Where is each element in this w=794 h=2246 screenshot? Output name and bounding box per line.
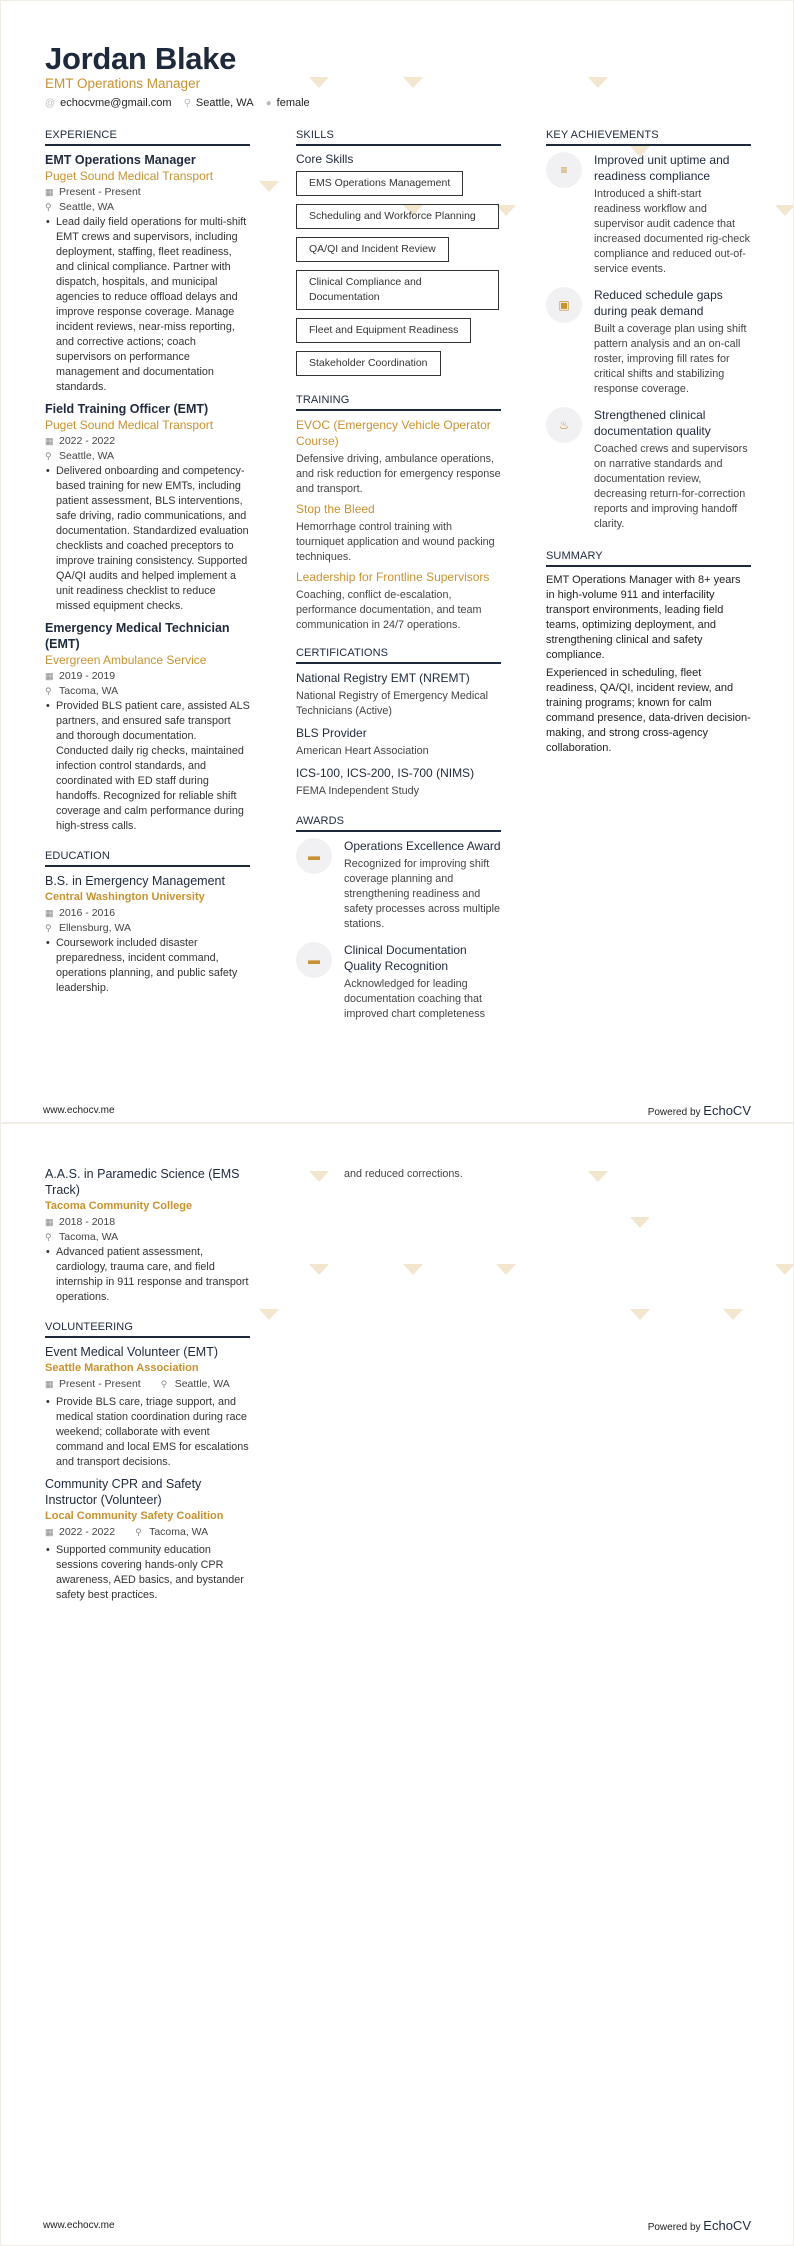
calendar-icon: ▦ bbox=[45, 187, 54, 197]
candidate-title: EMT Operations Manager bbox=[45, 76, 201, 91]
decor-triangle bbox=[775, 1264, 794, 1275]
section-volunteering: VOLUNTEERING bbox=[45, 1321, 250, 1338]
job-location: Seattle, WA bbox=[59, 450, 115, 462]
training-desc: Coaching, conflict de-escalation, performance documentation, and team communication in 24/7 operations. bbox=[296, 589, 482, 631]
section-skills: SKILLS bbox=[296, 129, 501, 146]
cert-name: National Registry EMT (NREMT) bbox=[296, 671, 470, 685]
decor-triangle bbox=[309, 1264, 329, 1275]
award-desc: Recognized for improving shift coverage planning and strengthening readiness and safety processes across multiple stations. bbox=[344, 858, 501, 930]
footer-powered-by[interactable] bbox=[648, 2218, 751, 2233]
location-icon: ⚲ bbox=[45, 202, 52, 212]
section-awards: AWARDS bbox=[296, 815, 501, 832]
school: Tacoma Community College bbox=[45, 1200, 193, 1212]
location-icon: ⚲ bbox=[160, 1379, 168, 1389]
location-icon: ⚲ bbox=[45, 1232, 52, 1242]
section-education: EDUCATION bbox=[45, 850, 250, 867]
cert-name: BLS Provider bbox=[296, 726, 367, 740]
job-location: Tacoma, WA bbox=[59, 685, 119, 697]
volunteer-bullet: • Provide BLS care, triage support, and medical station coordination during race weekend; collaborate with event command and local EMS for escalations and transport decisions. bbox=[45, 1395, 250, 1470]
cert-name: ICS-100, ICS-200, IS-700 (NIMS) bbox=[296, 766, 475, 780]
volunteer-entry bbox=[45, 1476, 250, 1603]
skill-chip: Clinical Compliance and Documentation bbox=[296, 270, 499, 310]
achievement-item bbox=[546, 152, 751, 281]
achievement-title: Reduced schedule gaps during peak demand bbox=[594, 288, 723, 318]
volunteer-location: Tacoma, WA bbox=[149, 1526, 209, 1538]
skill-chip: EMS Operations Management bbox=[296, 171, 463, 196]
right-column bbox=[546, 129, 751, 759]
volunteer-role: Community CPR and Safety Instructor (Volunteer) bbox=[45, 1477, 202, 1507]
section-summary: SUMMARY bbox=[546, 550, 751, 567]
left-column bbox=[45, 129, 250, 1002]
edu-bullet: • Advanced patient assessment, cardiology, trauma care, and field internship in 911 response and transport operations. bbox=[45, 1245, 250, 1305]
skill-chips bbox=[296, 171, 501, 384]
experience-entry bbox=[45, 401, 250, 614]
job-dates: 2019 - 2019 bbox=[59, 670, 116, 682]
decor-triangle bbox=[630, 1217, 650, 1228]
training-desc: Defensive driving, ambulance operations, and risk reduction for emergency response and transport. bbox=[296, 453, 501, 495]
decor-triangle bbox=[723, 1309, 743, 1320]
decor-triangle bbox=[309, 77, 329, 88]
decor-triangle bbox=[496, 1264, 516, 1275]
volunteer-org: Local Community Safety Coalition bbox=[45, 1510, 224, 1522]
location-icon: ⚲ bbox=[45, 923, 52, 933]
bell-icon: ♨ bbox=[546, 407, 582, 443]
calendar-icon: ▦ bbox=[45, 1527, 54, 1537]
contact-row bbox=[45, 97, 310, 109]
volunteer-role: Event Medical Volunteer (EMT) bbox=[45, 1345, 218, 1359]
location-icon: ⚲ bbox=[183, 98, 191, 109]
middle-column bbox=[296, 129, 501, 1026]
calendar-icon: ▦ bbox=[45, 1379, 54, 1389]
training-name: Leadership for Frontline Supervisors bbox=[296, 570, 490, 584]
award-desc-continued: and reduced corrections. bbox=[344, 1168, 463, 1180]
job-location: Seattle, WA bbox=[59, 201, 115, 213]
summary-paragraph: EMT Operations Manager with 8+ years in high-volume 911 and interfacility transport environments, leading field teams, optimizing deployment, and strengthening clinical and safety compliance. bbox=[546, 574, 741, 661]
volunteer-location: Seattle, WA bbox=[174, 1378, 230, 1390]
achievement-desc: Built a coverage plan using shift pattern analysis and an on-call roster, improving fill rates for critical shifts and stabilizing response coverage. bbox=[594, 323, 747, 395]
list-icon: ≡ bbox=[546, 152, 582, 188]
training-name: Stop the Bleed bbox=[296, 502, 375, 516]
powered-label: Powered by bbox=[647, 1107, 701, 1118]
award-item bbox=[296, 942, 501, 1026]
award-desc: Acknowledged for leading documentation coaching that improved chart completeness bbox=[344, 978, 486, 1020]
degree: B.S. in Emergency Management bbox=[45, 874, 225, 888]
powered-label: Powered by bbox=[647, 2222, 701, 2233]
job-bullet: • Provided BLS patient care, assisted ALS partners, and ensured safe transport and thorough documentation. Conducted daily rig checks, maintained infection control standards, and coordinated with ED staff during handoffs. Recognized for reliable shift coverage and calm performance during high-stress calls. bbox=[45, 699, 250, 834]
location: Seattle, WA bbox=[195, 97, 254, 109]
achievement-title: Improved unit uptime and readiness compliance bbox=[594, 153, 730, 183]
job-dates: Present - Present bbox=[59, 186, 141, 198]
edu-bullet: • Coursework included disaster preparedness, incident command, operations planning, and public safety leadership. bbox=[45, 936, 250, 996]
achievement-item bbox=[546, 287, 751, 401]
decor-triangle bbox=[775, 205, 794, 216]
cert-issuer: National Registry of Emergency Medical Technicians (Active) bbox=[296, 690, 489, 717]
decor-triangle bbox=[588, 1171, 608, 1182]
calendar-icon: ▦ bbox=[45, 436, 54, 446]
award-title: Clinical Documentation Quality Recognition bbox=[344, 943, 467, 973]
school: Central Washington University bbox=[45, 891, 205, 903]
email-icon: @ bbox=[45, 98, 56, 109]
calendar-icon: ▦ bbox=[45, 671, 54, 681]
volunteer-bullet: • Supported community education sessions covering hands-only CPR awareness, AED basics, and bystander safety best practices. bbox=[45, 1543, 250, 1603]
volunteer-org: Seattle Marathon Association bbox=[45, 1362, 199, 1374]
education-entry bbox=[45, 1166, 250, 1305]
skill-chip: Stakeholder Coordination bbox=[296, 351, 441, 376]
skill-chip: Fleet and Equipment Readiness bbox=[296, 318, 471, 343]
training-name: EVOC (Emergency Vehicle Operator Course) bbox=[296, 418, 491, 448]
skill-group: Core Skills bbox=[296, 152, 354, 166]
decor-triangle bbox=[588, 77, 608, 88]
volunteer-dates: 2022 - 2022 bbox=[59, 1526, 116, 1538]
decor-triangle bbox=[259, 181, 279, 192]
section-certifications: CERTIFICATIONS bbox=[296, 647, 501, 664]
experience-entry bbox=[45, 620, 250, 834]
skill-chip: Scheduling and Workforce Planning bbox=[296, 204, 499, 229]
location-icon: ⚲ bbox=[45, 451, 52, 461]
edu-location: Tacoma, WA bbox=[59, 1231, 119, 1243]
volunteer-entry bbox=[45, 1344, 250, 1470]
left-column-continued bbox=[45, 1166, 250, 1609]
decor-triangle bbox=[403, 77, 423, 88]
footer-site-link[interactable]: www.echocv.me bbox=[43, 2220, 115, 2231]
training-desc: Hemorrhage control training with tourniquet application and wound packing techniques. bbox=[296, 521, 495, 563]
bookmark-icon: ▣ bbox=[546, 287, 582, 323]
candidate-name: Jordan Blake bbox=[45, 41, 237, 76]
achievement-item bbox=[546, 407, 751, 536]
archive-icon: ▬ bbox=[296, 942, 332, 978]
job-role: EMT Operations Manager bbox=[45, 153, 196, 167]
job-role: Emergency Medical Technician (EMT) bbox=[45, 621, 230, 651]
section-experience: EXPERIENCE bbox=[45, 129, 250, 146]
achievement-desc: Introduced a shift-start readiness workflow and supervisor audit cadence that increased documented rig-check compliance and reduced out-of-service events. bbox=[594, 188, 751, 275]
award-item bbox=[296, 838, 501, 936]
achievement-title: Strengthened clinical documentation quality bbox=[594, 408, 711, 438]
cert-issuer: FEMA Independent Study bbox=[296, 785, 420, 797]
footer-site-link[interactable]: www.echocv.me bbox=[43, 1105, 115, 1116]
job-dates: 2022 - 2022 bbox=[59, 435, 116, 447]
job-bullet: • Lead daily field operations for multi-shift EMT crews and supervisors, including deployment, staffing, fleet readiness, and clinical compliance. Partner with dispatch, hospitals, and municipal agencies to reduce offload delays and improve response coverage. Manage incident reviews, near-miss reporting, and corrective actions; coach supervisors on performance management and documentation standards. bbox=[45, 215, 250, 395]
degree: A.A.S. in Paramedic Science (EMS Track) bbox=[45, 1167, 240, 1197]
edu-location: Ellensburg, WA bbox=[59, 922, 131, 934]
edu-dates: 2016 - 2016 bbox=[59, 907, 116, 919]
achievement-desc: Coached crews and supervisors on narrative standards and documentation review, decreasing return-for-correction reports and improving handoff clarity. bbox=[594, 443, 748, 530]
summary-paragraph: Experienced in scheduling, fleet readiness, QA/QI, incident review, and training programs; known for calm command presence, data-driven decision-making, and strong cross-agency collaboration. bbox=[546, 667, 751, 754]
job-bullet: • Delivered onboarding and competency-based training for new EMTs, including patient assessment, BLS interventions, safe driving, radio communications, and documentation. Standardized evaluation checklists and coached preceptors to improve training consistency. Supported QA/QI audits and helped implement a unit readiness checklist to reduce missed equipment checks. bbox=[45, 464, 250, 614]
education-entry bbox=[45, 873, 250, 996]
cert-issuer: American Heart Association bbox=[296, 745, 429, 757]
job-org: Puget Sound Medical Transport bbox=[45, 418, 214, 432]
location-icon: ⚲ bbox=[45, 686, 52, 696]
gender: female bbox=[276, 97, 310, 109]
skill-chip: QA/QI and Incident Review bbox=[296, 237, 449, 262]
decor-triangle bbox=[259, 1309, 279, 1320]
section-key-achievements: KEY ACHIEVEMENTS bbox=[546, 129, 751, 146]
decor-triangle bbox=[630, 1309, 650, 1320]
job-role: Field Training Officer (EMT) bbox=[45, 402, 209, 416]
email[interactable]: echocvme@gmail.com bbox=[60, 97, 172, 109]
calendar-icon: ▦ bbox=[45, 1217, 54, 1227]
brand-name: EchoCV bbox=[703, 2218, 751, 2233]
person-icon: ● bbox=[265, 98, 272, 109]
archive-icon: ▬ bbox=[296, 838, 332, 874]
edu-dates: 2018 - 2018 bbox=[59, 1216, 116, 1228]
middle-column-continued bbox=[296, 1167, 501, 1182]
job-org: Puget Sound Medical Transport bbox=[45, 169, 214, 183]
calendar-icon: ▦ bbox=[45, 908, 54, 918]
volunteer-dates: Present - Present bbox=[59, 1378, 141, 1390]
resume-page-2 bbox=[0, 1123, 794, 2246]
job-org: Evergreen Ambulance Service bbox=[45, 653, 207, 667]
award-title: Operations Excellence Award bbox=[344, 839, 501, 853]
decor-triangle bbox=[403, 1264, 423, 1275]
location-icon: ⚲ bbox=[135, 1527, 142, 1537]
footer-powered-by[interactable] bbox=[648, 1103, 751, 1118]
brand-name: EchoCV bbox=[703, 1103, 751, 1118]
section-training: TRAINING bbox=[296, 394, 501, 411]
experience-entry bbox=[45, 152, 250, 395]
